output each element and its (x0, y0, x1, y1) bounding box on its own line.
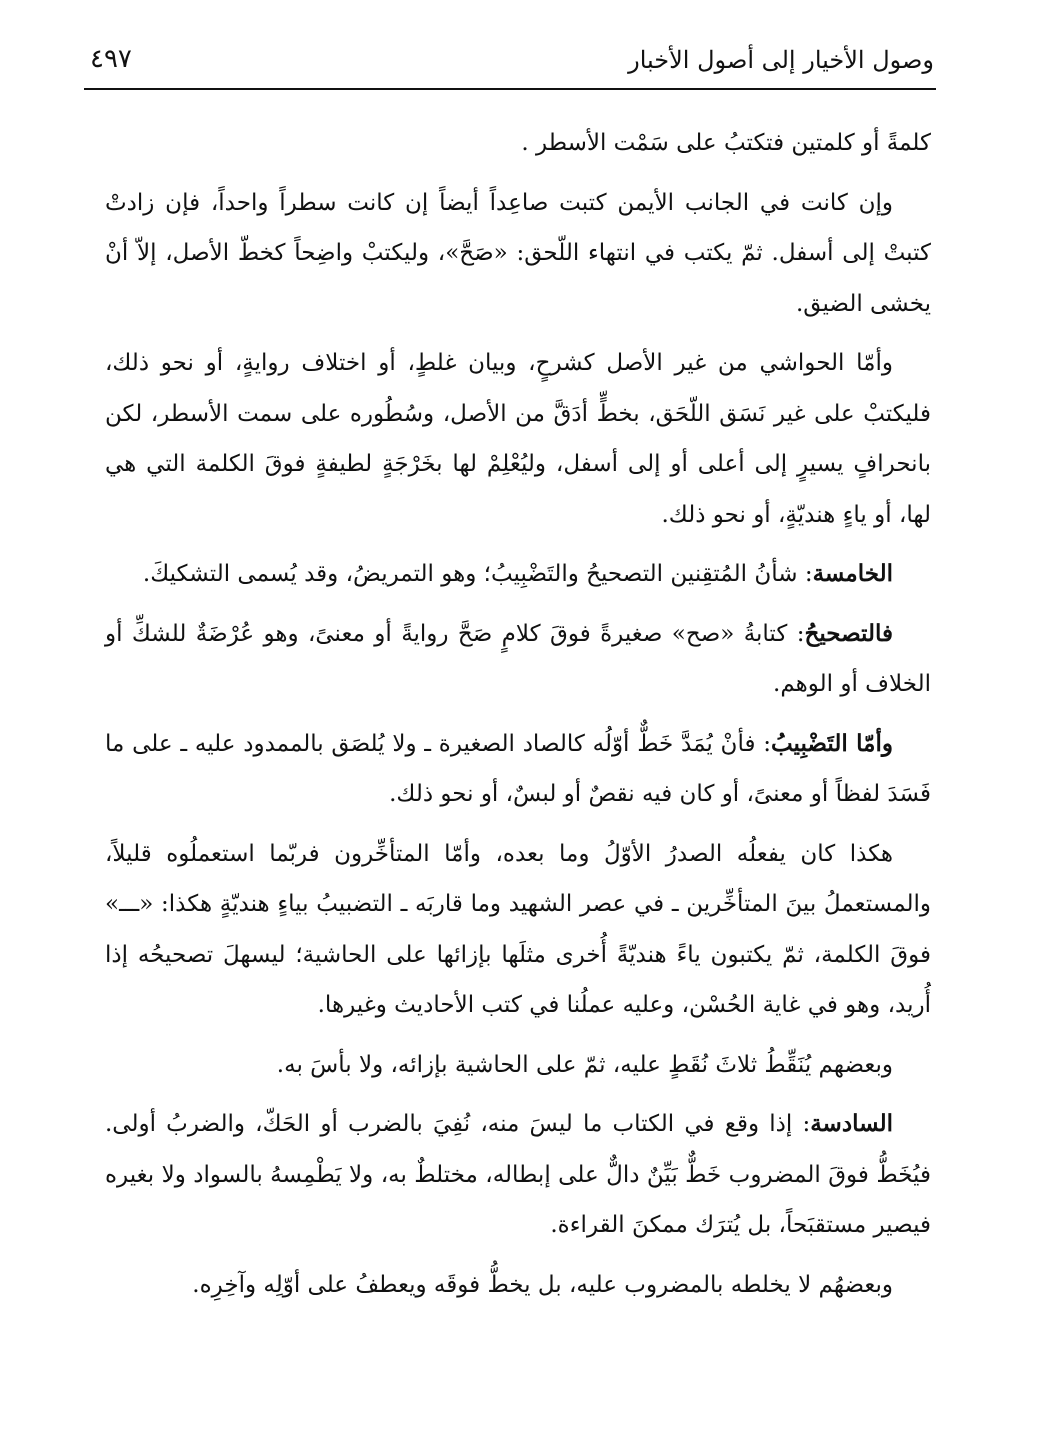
paragraph-text: وبعضهُم لا يخلطه بالمضروب عليه، بل يخطُّ فوقَه ويعطفُ على أوّلِه وآخِرِه. (192, 1271, 893, 1298)
page-body (105, 118, 931, 1319)
paragraph-text: هكذا كان يفعلُه الصدرُ الأوّلُ وما بعده، وأمّا المتأخِّرون فربّما استعملُوه قليلاً، والمستعملُ بينَ المتأخِّرين ـ في عصر الشهيد وما قاربَه ـ التضبيبُ بياءٍ هنديّةٍ هكذا: «ـــ» فوقَ الكلمة، ثمّ يكتبون ياءً هنديّةً أُخرى مثلَها بإزائها على الحاشية؛ ليسهلَ تصحيحُه إذا أُريد، وهو في غاية الحُسْن، وعليه عملُنا في كتب الأحاديث وغيرها. (105, 840, 931, 1018)
paragraph-text: : فأنْ يُمَدَّ خَطٌّ أوّلُه كالصاد الصغيرة ـ ولا يُلصَق بالممدود عليه ـ على ما فَسَدَ لفظاً أو معنىً، أو كان فيه نقصٌ أو لبسٌ، أو نحو ذلك. (105, 730, 931, 807)
paragraph (105, 609, 931, 710)
paragraph (105, 1040, 931, 1091)
paragraph (105, 178, 931, 330)
section-heading: الخامسة (812, 560, 893, 587)
paragraph (105, 118, 931, 169)
paragraph (105, 549, 931, 600)
paragraph (105, 719, 931, 820)
paragraph (105, 1099, 931, 1251)
paragraph-text: كلمةً أو كلمتين فتكتبُ على سَمْت الأسطر . (521, 130, 931, 156)
section-heading: فالتصحيحُ (804, 619, 893, 647)
page-number: ٤٩٧ (90, 44, 132, 74)
paragraph-text: : شأنُ المُتقِنين التصحيحُ والتَضْبِيبُ؛ وهو التمريضُ، وقد يُسمى التشكيكَ. (142, 561, 813, 587)
paragraph-text: وبعضهم يُنَقِّطُ ثلاثَ نُقَطٍ عليه، ثمّ على الحاشية بإزائه، ولا بأسَ به. (276, 1051, 893, 1078)
paragraph (105, 1260, 931, 1311)
paragraph-text: وإن كانت في الجانب الأيمن كتبت صاعِداً أيضاً إن كانت سطراً واحداً، فإن زادتْ كتبتْ إلى أسفل. ثمّ يكتب في انتهاء اللّحق: «صَحَّ»، وليكتبْ واضِحاً كخطّ الأصل، إلاّ أنْ يخشى الضيق. (105, 189, 931, 317)
header-rule (84, 88, 936, 90)
paragraph-text: وأمّا الحواشي من غير الأصل كشرحٍ، وبيان غلطٍ، أو اختلاف روايةٍ، أو نحو ذلك، فليكتبْ على غير نَسَق اللّحَق، بخطٍّ أدَقَّ من الأصل، وسُطُوره على سمت الأسطر، لكن بانحرافٍ يسيرٍ إلى أعلى أو إلى أسفل، وليُعْلِمْ لها بخَرْجَةٍ لطيفةٍ فوقَ الكلمة التي هي لها، أو ياءٍ هنديّةٍ، أو نحو ذلك. (105, 350, 931, 528)
paragraph-text: : كتابةُ «صح» صغيرةً فوقَ كلامٍ صَحَّ روايةً أو معنىً، وهو عُرْضَةٌ للشكِّ أو الخلاف أو الوهم. (105, 620, 931, 697)
book-title: وصول الأخيار إلى أصول الأخبار (628, 46, 934, 74)
section-heading: وأمّا التَضْبِيبُ (770, 729, 893, 757)
paragraph (105, 338, 931, 540)
paragraph (105, 829, 931, 1031)
running-header (84, 40, 934, 84)
paragraph-text: : إذا وقع في الكتاب ما ليسَ منه، نُفِيَ بالضرب أو الحَكّ، والضربُ أولى. فيُخَطُّ فوقَ المضروب خَطٌّ بَيِّنٌ دالٌّ على إبطاله، مختلطٌ به، ولا يَطْمِسهُ بالسواد ولا بغيره فيصير مستقبَحاً، بل يُترَك ممكنَ القراءة. (105, 1111, 931, 1238)
section-heading: السادسة (810, 1110, 893, 1137)
